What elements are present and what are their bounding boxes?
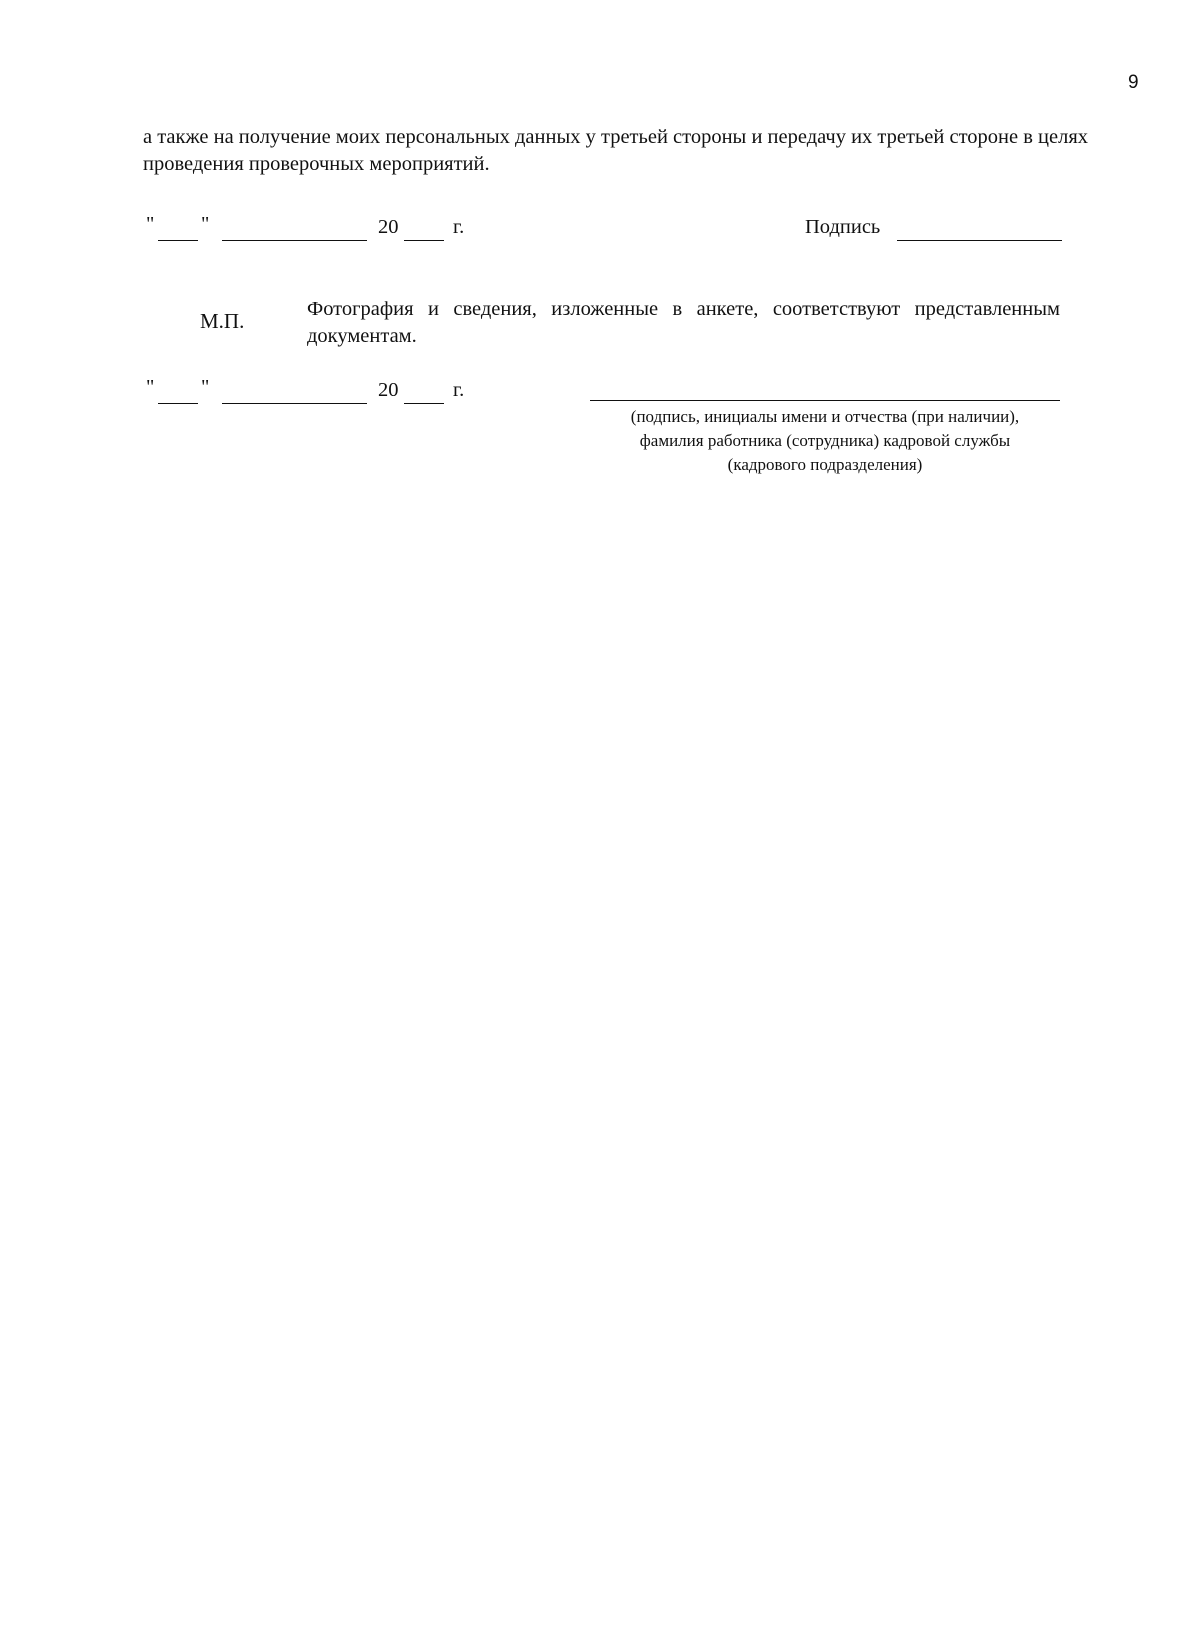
date-quote-close: " <box>201 213 210 235</box>
caption-line-3: (кадрового подразделения) <box>727 455 923 474</box>
month-blank-2[interactable] <box>222 403 367 404</box>
photo-note: Фотография и сведения, изложенные в анкете, соответствуют представленным документам. <box>307 298 1060 347</box>
date-quote-open-2: " <box>146 376 155 398</box>
page-number: 9 <box>1128 72 1139 93</box>
year-prefix: 20 <box>378 216 399 238</box>
year-prefix-2: 20 <box>378 379 399 401</box>
date-quote-open: " <box>146 213 155 235</box>
signature-blank[interactable] <box>897 240 1062 241</box>
caption-line-1: (подпись, инициалы имени и отчества (при наличии), <box>630 407 1020 426</box>
hr-signature-blank[interactable] <box>590 400 1060 401</box>
hr-signature-caption <box>590 405 1060 477</box>
year-suffix: г. <box>453 216 465 238</box>
caption-line-2: фамилия работника (сотрудника) кадровой службы <box>639 431 1011 450</box>
year-suffix-2: г. <box>453 379 465 401</box>
day-blank-2[interactable] <box>158 403 198 404</box>
year-blank-2[interactable] <box>404 403 444 404</box>
date-quote-close-2: " <box>201 376 210 398</box>
day-blank[interactable] <box>158 240 198 241</box>
consent-text: а также на получение моих персональных данных у третьей стороны и передачу их третьей стороне в целях проведения проверочных мероприятий. <box>143 126 1089 175</box>
month-blank[interactable] <box>222 240 367 241</box>
year-blank[interactable] <box>404 240 444 241</box>
stamp-label: М.П. <box>200 309 245 333</box>
signature-label: Подпись <box>805 216 881 238</box>
